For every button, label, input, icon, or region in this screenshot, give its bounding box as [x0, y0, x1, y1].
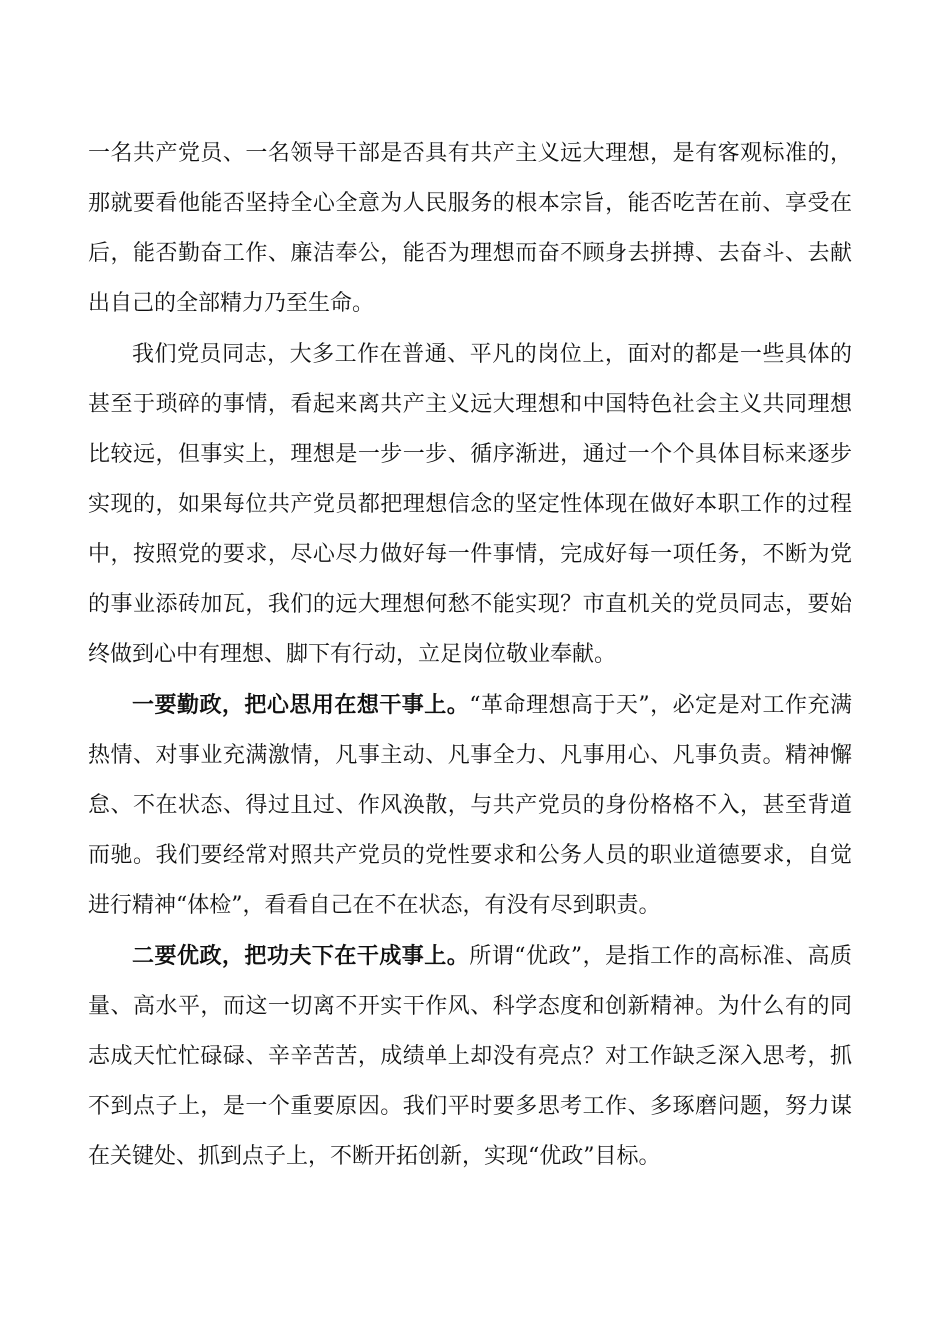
- paragraph-4-text: 所谓“优政”，是指工作的高标准、高质量、高水平，而这一切离不开实干作风、科学态度和创新精神。为什么有的同志成天忙忙碌碌、辛辛苦苦，成绩单上却没有亮点？对工作缺乏深入思考，抓不到点子上，是一个重要原因。我们平时要多思考工作、多琢磨问题，努力谋在关键处、抓到点子上，不断开拓创新，实现“优政”目标。: [88, 944, 852, 1169]
- paragraph-2: [88, 329, 852, 680]
- paragraph-1: [88, 128, 852, 329]
- paragraph-4: [88, 931, 852, 1182]
- paragraph-3: [88, 680, 852, 931]
- paragraph-1-text: 一名共产党员、一名领导干部是否具有共产主义远大理想，是有客观标准的，那就要看他能否坚持全心全意为人民服务的根本宗旨，能否吃苦在前、享受在后，能否勤奋工作、廉洁奉公，能否为理想而奋不顾身去拼搏、去奋斗、去献出自己的全部精力乃至生命。: [88, 141, 852, 316]
- paragraph-3-lead: 一要勤政，把心思用在想干事上。: [132, 692, 470, 718]
- paragraph-3-text: “革命理想高于天”，必定是对工作充满热情、对事业充满激情，凡事主动、凡事全力、凡事用心、凡事负责。精神懈怠、不在状态、得过且过、作风涣散，与共产党员的身份格格不入，甚至背道而驰。我们要经常对照共产党员的党性要求和公务人员的职业道德要求，自觉进行精神“体检”，看看自己在不在状态，有没有尽到职责。: [88, 693, 852, 918]
- paragraph-2-text: 我们党员同志，大多工作在普通、平凡的岗位上，面对的都是一些具体的甚至于琐碎的事情，看起来离共产主义远大理想和中国特色社会主义共同理想比较远，但事实上，理想是一步一步、循序渐进，通过一个个具体目标来逐步实现的，如果每位共产党员都把理想信念的坚定性体现在做好本职工作的过程中，按照党的要求，尽心尽力做好每一件事情，完成好每一项任务，不断为党的事业添砖加瓦，我们的远大理想何愁不能实现？市直机关的党员同志，要始终做到心中有理想、脚下有行动，立足岗位敬业奉献。: [88, 342, 852, 667]
- document-page: [88, 128, 852, 1182]
- paragraph-4-lead: 二要优政，把功夫下在干成事上。: [132, 943, 470, 969]
